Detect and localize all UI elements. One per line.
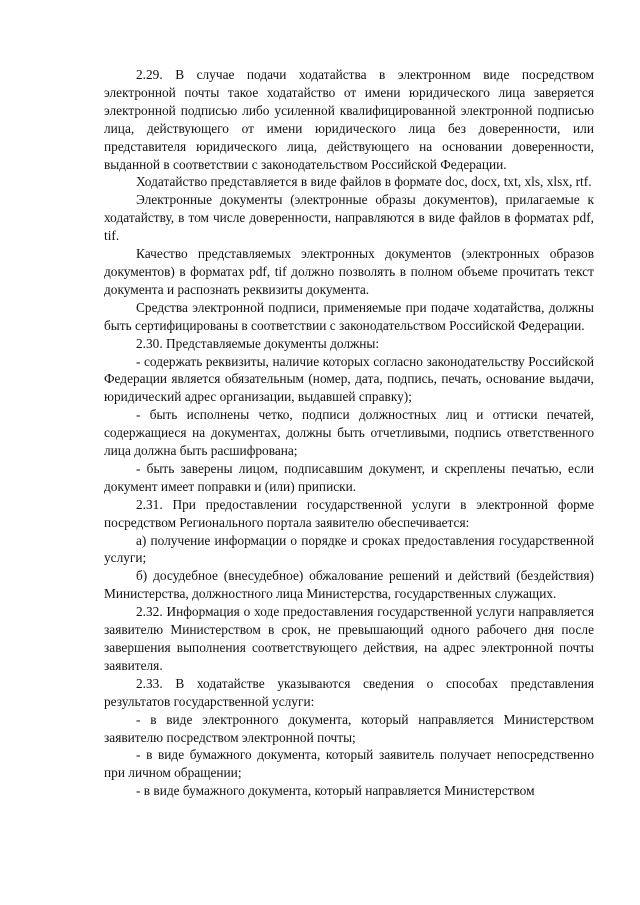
paragraph-2-30: 2.30. Представляемые документы должны: [136,335,380,351]
paragraph-electronic-documents: Электронные документы (электронные образы документов), прилагаемые к ходатайству, в том числе доверенности, направляются в виде файлов в форматах pdf, tif. [104,192,594,244]
paragraph-2-32: 2.32. Информация о ходе предоставления государственной услуги направляется заявителю Министерством в срок, не превышающий одного рабочего дня после завершения выполнения соответствующего действия, на адрес электронной почты заявителя. [104,604,594,673]
document-page [104,66,594,800]
list-item-electronic: - в виде электронного документа, который направляется Министерством заявителю посредством электронной почты; [104,711,594,745]
paragraph-signature-means: Средства электронной подписи, применяемые при подаче ходатайства, должны быть сертифицированы в соответствии с законодательством Российской Федерации. [104,299,594,333]
list-item-requisites: - содержать реквизиты, наличие которых согласно законодательству Российской Федерации является обязательным (номер, дата, подпись, печать, основание выдачи, юридический адрес организации, выдавшей справку); [104,353,594,405]
list-item-a: а) получение информации о порядке и сроках предоставления государственной услуги; [104,532,594,566]
paragraph-document-quality: Качество представляемых электронных документов (электронных образов документов) в форматах pdf, tif должно позволять в полном объеме прочитать текст документа и распознать реквизиты документа. [104,246,594,297]
paragraph-2-29: 2.29. В случае подачи ходатайства в электронном виде посредством электронной почты такое ходатайство от имени юридического лица заверяется электронной подписью либо усиленной квалифицированной электронной подписью лица, действующего от имени юридического лица без доверенности, или представителя юридического лица, действующего на основании доверенности, выданной в соответствии с законодательством Российской Федерации. [104,67,594,172]
list-item-paper-sent: - в виде бумажного документа, который направляется Министерством [136,783,535,799]
paragraph-2-33: 2.33. В ходатайстве указываются сведения о способах представления результатов государственной услуги: [104,675,594,709]
list-item-paper-personal: - в виде бумажного документа, который заявитель получает непосредственно при личном обращении; [104,747,594,781]
paragraph-file-formats: Ходатайство представляется в виде файлов в формате doc, docx, txt, xls, xlsx, rtf. [136,174,592,190]
list-item-b: б) досудебное (внесудебное) обжалование решений и действий (бездействия) Министерства, должностного лица Министерства, государственных служащих. [104,568,594,602]
list-item-certification: - быть заверены лицом, подписавшим документ, и скреплены печатью, если документ имеет поправки и (или) приписки. [104,460,594,494]
paragraph-2-31: 2.31. При предоставлении государственной услуги в электронной форме посредством Регионального портала заявителю обеспечивается: [104,496,594,530]
list-item-clarity: - быть исполнены четко, подписи должностных лиц и оттиски печатей, содержащиеся на документах, должны быть отчетливыми, подпись ответственного лица должна быть расшифрована; [104,407,594,459]
